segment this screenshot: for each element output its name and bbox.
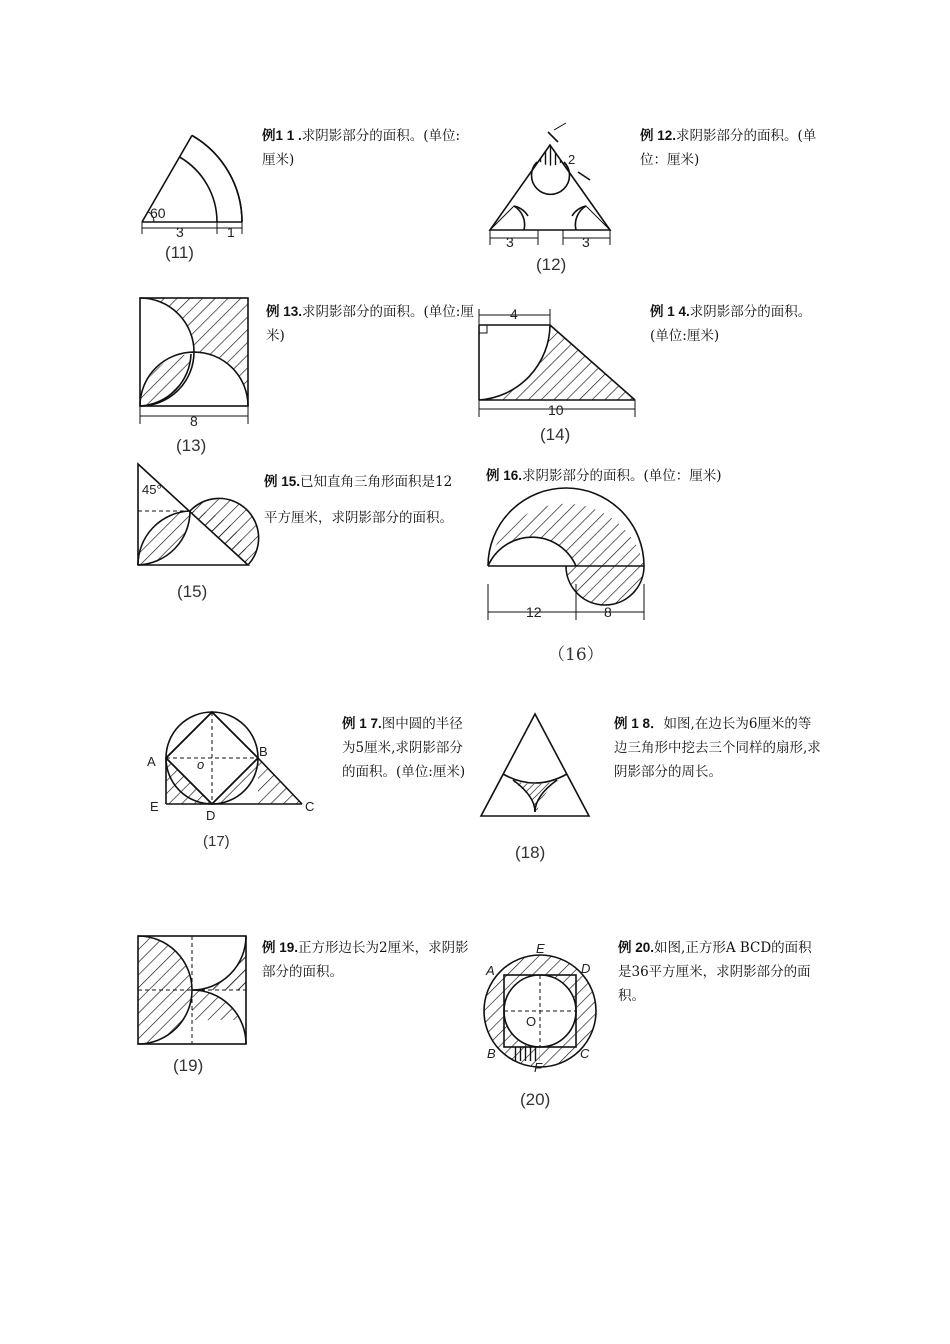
figure-18: [475, 708, 595, 823]
problem-label: 例 1 4.: [650, 304, 690, 319]
figure-12: [478, 120, 638, 260]
point-A: A: [486, 963, 495, 978]
point-D: D: [581, 961, 591, 976]
angle-label: 60: [150, 205, 166, 221]
dim-12: 12: [526, 604, 542, 620]
problem-statement: 已知直角三角形面积是12平方厘米，求阴影部分的面积。: [264, 474, 453, 526]
problem-statement: 求阴影部分的面积。(单位：厘米): [522, 468, 722, 484]
figure-14: [470, 305, 645, 425]
problem-statement: 如图,在边长为6厘米的等边三角形中挖去三个同样的扇形,求阴影部分的周长。: [614, 716, 821, 780]
problem-17-text: [342, 712, 472, 784]
point-O: O: [526, 1014, 537, 1029]
dim-1: 1: [227, 224, 235, 240]
problem-statement: 求阴影部分的面积。(单位:厘米): [266, 304, 474, 344]
point-C: C: [580, 1046, 590, 1061]
point-B: B: [487, 1046, 496, 1061]
problem-statement: 图中圆的半径为5厘米,求阴影部分的面积。(单位:厘米): [342, 716, 466, 780]
problem-15-text: [264, 464, 459, 536]
problem-statement: 如图,正方形A BCD的面积是36平方厘米，求阴影部分的面积。: [618, 940, 812, 1004]
dim-10: 10: [548, 402, 564, 418]
dim-8: 8: [190, 413, 198, 429]
caption-12: (12): [536, 255, 567, 274]
problem-label: 例 16.: [486, 468, 523, 483]
caption-19: (19): [173, 1056, 204, 1075]
problem-11-text: [262, 124, 472, 172]
figure-19: [132, 930, 257, 1055]
figure-16: [480, 484, 655, 634]
problem-14-text: [650, 300, 820, 348]
point-o: o: [197, 757, 205, 772]
figure-15: [132, 458, 257, 573]
problem-19-text: [262, 936, 472, 984]
point-D: D: [206, 808, 216, 823]
dim-2: 2: [568, 152, 576, 167]
caption-11: (11): [165, 243, 194, 262]
problem-label: 例 1 7.: [342, 716, 382, 731]
figure-11: [130, 118, 260, 243]
dim-3-left: 3: [506, 234, 514, 250]
problem-label: 例 12.: [640, 128, 677, 143]
caption-18: (18): [515, 843, 546, 862]
problem-statement: 求阴影部分的面积。(单位:厘米): [650, 304, 812, 344]
point-E: E: [536, 941, 545, 956]
problem-statement: 正方形边长为2厘米，求阴影部分的面积。: [262, 940, 469, 980]
point-B: B: [259, 744, 268, 759]
problem-label: 例 15.: [264, 474, 301, 489]
caption-14: (14): [540, 425, 571, 444]
caption-20: (20): [520, 1090, 551, 1109]
caption-16: （16）: [548, 645, 604, 665]
problem-18-text: [614, 712, 824, 784]
problem-16-text: [486, 464, 786, 488]
caption-17: (17): [203, 833, 230, 850]
problem-statement: 求阴影部分的面积。(单位：厘米): [640, 128, 817, 168]
caption-15: (15): [177, 582, 208, 601]
problem-label: 例 20.: [618, 940, 655, 955]
problem-label: 例 13.: [266, 304, 303, 319]
problem-statement: 求阴影部分的面积。(单位:厘米): [262, 128, 461, 168]
point-F: F: [534, 1060, 542, 1075]
point-E: E: [150, 799, 159, 814]
figure-13: [132, 292, 257, 432]
problem-label: 例 1 8．: [614, 716, 664, 731]
problem-13-text: [266, 300, 476, 348]
point-A: A: [147, 754, 156, 769]
problem-20-text: [618, 936, 823, 1008]
figure-20: [478, 940, 608, 1075]
problem-label: 例1 1 .: [262, 128, 302, 143]
caption-13: (13): [176, 436, 207, 455]
figure-17: [140, 705, 325, 825]
dim-3-right: 3: [582, 234, 590, 250]
problem-label: 例 19.: [262, 940, 299, 955]
dim-3: 3: [176, 224, 184, 240]
dim-4: 4: [510, 306, 518, 322]
point-C: C: [305, 799, 315, 814]
problem-12-text: [640, 124, 820, 172]
angle-45: 45°: [142, 482, 162, 497]
dim-8: 8: [604, 604, 612, 620]
